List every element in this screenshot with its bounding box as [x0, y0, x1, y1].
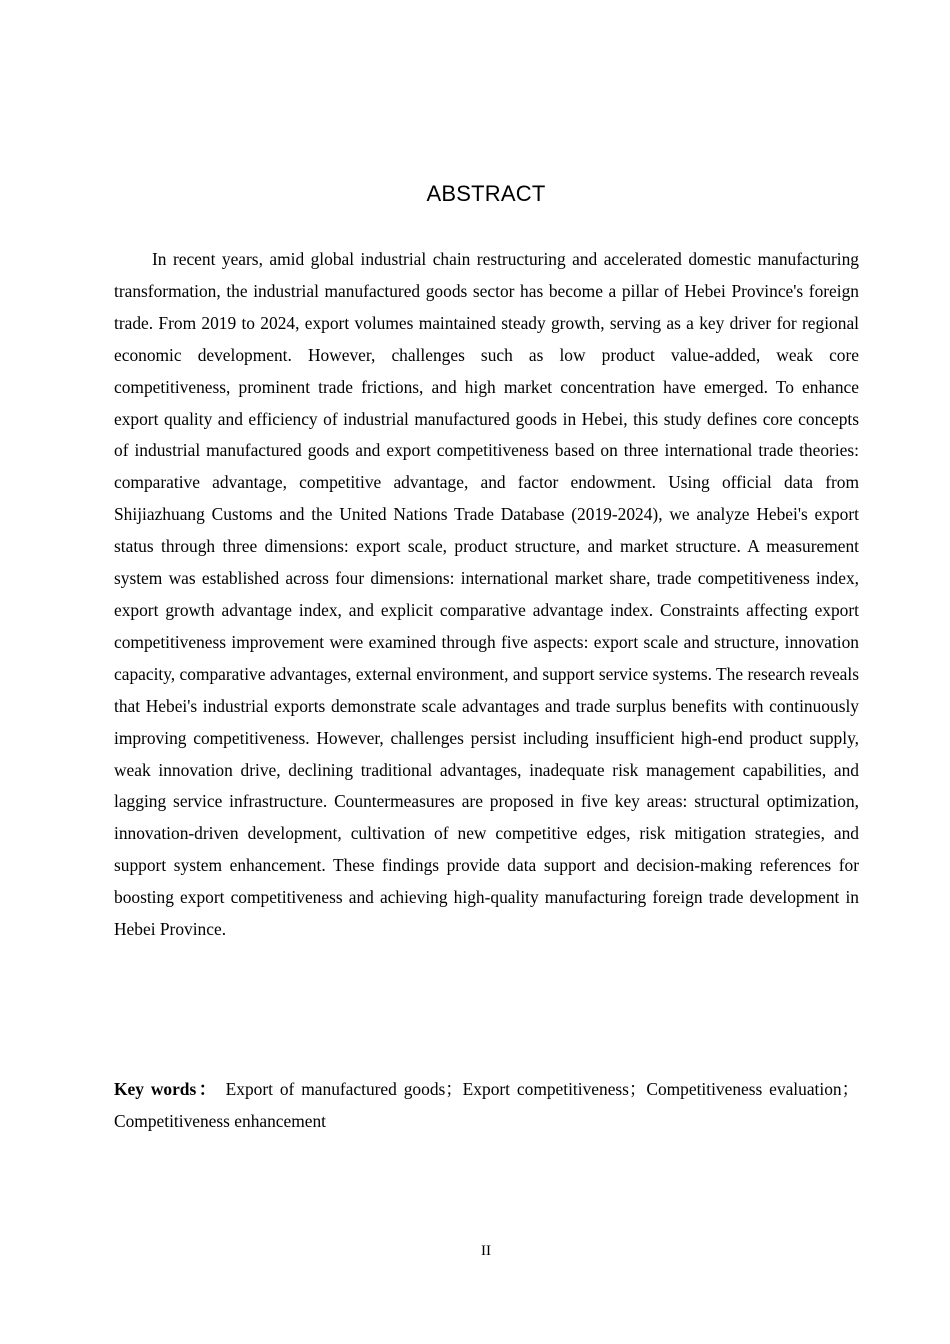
- abstract-title: ABSTRACT: [426, 181, 546, 206]
- page-number: II: [481, 1243, 491, 1259]
- keywords-paragraph: [114, 1074, 859, 1138]
- keywords-label: Key words：: [114, 1079, 219, 1099]
- abstract-body-paragraph: In recent years, amid global industrial chain restructuring and accelerated domestic manufacturing transformation, the industrial manufactured goods sector has become a pillar of Hebei Province's foreign trade. From 2019 to 2024, export volumes maintained steady growth, serving as a key driver for regional economic development. However, challenges such as low product value-added, weak core competitiveness, prominent trade frictions, and high market concentration have emerged. To enhance export quality and efficiency of industrial manufactured goods in Hebei, this study defines core concepts of industrial manufactured goods and export competitiveness based on three international trade theories: comparative advantage, competitive advantage, and factor endowment. Using official data from Shijiazhuang Customs and the United Nations Trade Database (2019-2024), we analyze Hebei's export status through three dimensions: export scale, product structure, and market structure. A measurement system was established across four dimensions: international market share, trade competitiveness index, export growth advantage index, and explicit comparative advantage index. Constraints affecting export competitiveness improvement were examined through five aspects: export scale and structure, innovation capacity, comparative advantages, external environment, and support service systems. The research reveals that Hebei's industrial exports demonstrate scale advantages and trade surplus benefits with continuously improving competitiveness. However, challenges persist including insufficient high-end product supply, weak innovation drive, declining traditional advantages, inadequate risk management capabilities, and lagging service infrastructure. Countermeasures are proposed in five key areas: structural optimization, innovation-driven development, cultivation of new competitive edges, risk mitigation strategies, and support system enhancement. These findings provide data support and decision-making references for boosting export competitiveness and achieving high-quality manufacturing foreign trade development in Hebei Province.: [114, 249, 859, 940]
- keywords-text: Export of manufactured goods；Export competitiveness；Competitiveness evaluation；Competitiveness enhancement: [114, 1079, 859, 1131]
